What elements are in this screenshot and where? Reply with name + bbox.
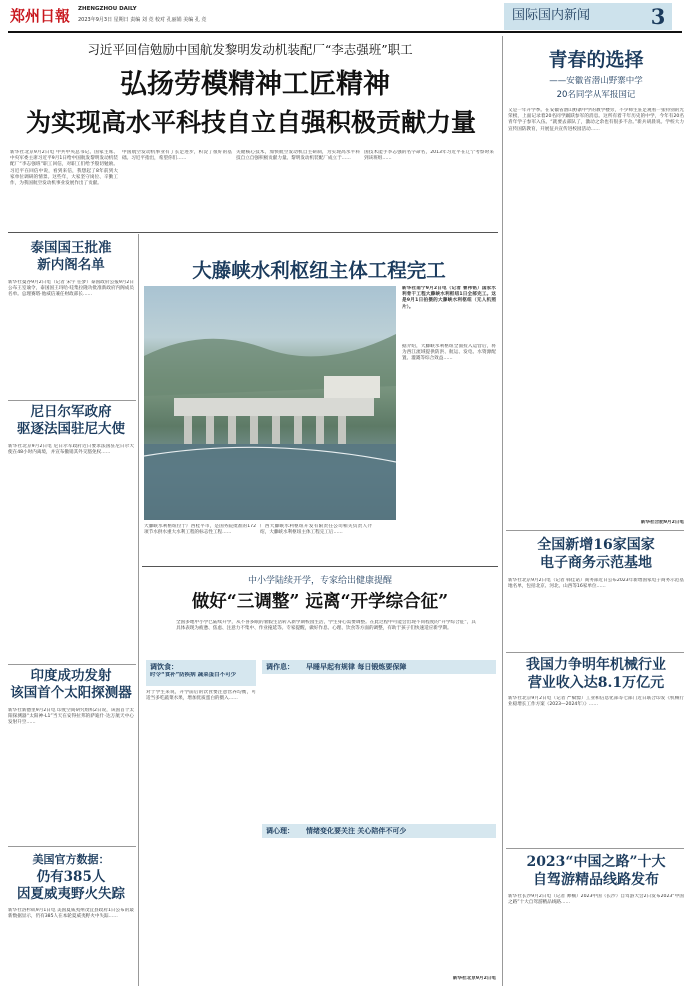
- school-footer: 新华社北京9月2日电: [452, 976, 496, 981]
- lead-col-2: 中国航空发动机事业有了长足进步，积淀了很好的基础。习近平指出，希望你们……: [122, 150, 232, 162]
- dam-body-3: 据介绍，大藤峡水利枢纽全面投入运营后，将为西江流域提供防洪、航运、发电、水资源配置、灌溉等综合效益……: [402, 344, 496, 362]
- masthead: [0, 0, 690, 32]
- section-header: [504, 3, 672, 30]
- section-title: 国际国内新闻: [512, 8, 591, 23]
- lead-col-4: 国技术能手李志强的名字命名，2013年习近平在辽宁考察时来到该班组……: [364, 150, 494, 162]
- thai-title-1: 泰国国王批准: [30, 240, 112, 256]
- school-sec1-title: 时令“食补”防疾病 蔬菜蛋白不可少: [150, 672, 237, 678]
- india-title-1: 印度成功发射: [30, 668, 112, 684]
- school-sec2-title: 早睡早起有规律 每日锻炼要保障: [306, 663, 407, 671]
- school-sec1-bar: [146, 660, 256, 686]
- sidebar-subtitle-1: ——安徽省潜山野寨中学: [549, 76, 643, 86]
- lead-kicker: 习近平回信勉励中国航发黎明发动机装配厂“李志强班”职工: [87, 42, 413, 57]
- india-title-2: 该国首个太阳探测器: [10, 685, 132, 701]
- lead-title-2: 为实现高水平科技自立自强积极贡献力量: [25, 108, 476, 137]
- sidebar-rule-3: [506, 848, 684, 849]
- newspaper-pinyin: ZHENGZHOU DAILY: [78, 6, 137, 12]
- newspaper-logo: 郑州日報: [10, 7, 71, 25]
- dam-title: 大藤峡水利枢纽主体工程完工: [192, 259, 446, 282]
- tourism-title-1: 2023“中国之路”十大: [526, 854, 666, 870]
- lead-bottom-rule: [8, 232, 498, 233]
- sidebar-rule-2: [506, 652, 684, 653]
- left-rule-1: [8, 400, 136, 401]
- sidebar-footer: 新华社合肥9月2日电: [640, 520, 684, 525]
- us-title-2: 仍有385人: [36, 869, 106, 885]
- tourism-title-2: 自驾游精品线路发布: [533, 872, 659, 888]
- lead-col-3: 关键核心技术，加快航空发动机自主研制，为实现高水平科技自立自强积极贡献力量。黎明发动机装配厂成立于……: [236, 150, 360, 162]
- lead-title-1: 弘扬劳模精神工匠精神: [120, 69, 390, 100]
- machinery-title-1: 我国力争明年机械行业: [526, 657, 666, 673]
- thai-title-2: 新内阁名单: [37, 257, 105, 273]
- school-kicker: 中小学陆续开学，专家给出健康提醒: [247, 576, 392, 586]
- school-intro: 全国多地中小学已陆续开学，从不喜多眠的暑假生活转入新学期校园生活，学生身心需要调整。在此过程中可能会出现不同程度的“开学综合征”，其具体表现为疲惫、焦虑、注意力不集中、作业拖延等。专家提醒，做好作息、心理、饮食等方面的调整，有助于孩子们快速适应新学期。: [176, 620, 476, 632]
- right-column-divider: [502, 36, 503, 986]
- date-line: 2023年9月3日 星期日 责编 刘 竞 校对 孔丽娟 美编 孔 竞: [78, 17, 207, 23]
- lead-col-1: 新华社北京9月2日电 中共中央总书记、国家主席、中央军委主席习近平9月1日给中国航发黎明发动机装配厂“李志强班”职工回信，对职工们给予殷切勉励。习近平在回信中说，看到来信，我想起了8年前到大家单位调研的情景。这些年，大家坚守岗位、辛勤工作，为我国航空发动机事业发展作出了贡献。: [10, 150, 118, 187]
- school-sec3-title: 情绪变化要关注 关心陪伴不可少: [306, 827, 407, 835]
- machinery-title-2: 营业收入达8.1万亿元: [527, 675, 665, 691]
- niger-title-1: 尼日尔军政府: [30, 404, 112, 420]
- us-title-1: 美国官方数据：: [32, 853, 110, 866]
- dam-bottom-rule: [142, 566, 498, 567]
- school-sec1-label: 调饮食：: [150, 663, 178, 671]
- left-rule-3: [8, 846, 136, 847]
- sidebar-rule-1: [506, 530, 684, 531]
- left-column-divider: [138, 234, 139, 986]
- school-sec2-bar: [262, 660, 496, 674]
- us-body: 新华社洛杉矶9月1日电 美国夏威夷州茂宜县政府1日公布的最新数据显示，仍有385人在本轮夏威夷野火中失踪……: [8, 908, 134, 920]
- school-sec3-label: 调心理：: [266, 827, 294, 835]
- school-sec3-bar: [262, 824, 496, 838]
- dam-body-1: 大藤峡水利枢纽位于广西桂平市，是国务院批准的172项节水供水重大水利工程的标志性工程……: [144, 524, 256, 536]
- niger-body: 新华社北京9月2日电 尼日尔军政府近日要求法国驻尼日尔大使在48小时内离境，并宣布撤销其外交豁免权……: [8, 444, 134, 456]
- india-body: 新华社新德里9月2日电 印度空间研究组织2日说，该国首个太阳探测器“太阳神-L1”当天在安得拉邦的萨迪什·达万航天中心发射升空……: [8, 708, 134, 726]
- school-sec2-label: 调作息：: [266, 663, 294, 671]
- school-body: 对于学生来说，开学前后的饮食要注意营养均衡，可适当多吃蔬菜水果，增加优质蛋白的摄入……: [146, 690, 256, 702]
- dam-body-2: 广西大藤峡水利枢纽开发有限责任公司相关负责人介绍，大藤峡水利枢纽主体工程完工后……: [260, 524, 372, 536]
- niger-title-2: 驱逐法国驻尼大使: [17, 421, 125, 437]
- dam-photo: [144, 286, 396, 520]
- dam-caption: 新华社南宁9月2日电（记者 曹祎铭）国家水利骨干工程大藤峡水利枢纽1日全部完工。这是9月1日拍摄的大藤峡水利枢纽（无人机照片）。: [402, 286, 496, 310]
- machinery-body: 新华社北京9月2日电（记者 严赋憬）工业和信息化部等七部门近日联合印发《机械行业稳增长工作方案（2023—2024年）》……: [508, 696, 684, 708]
- ecommerce-title-2: 电子商务示范基地: [540, 555, 652, 571]
- us-title-3: 因夏威夷野火失踪: [17, 886, 125, 902]
- dam-photo-art: [144, 286, 396, 520]
- sidebar-body: 又是一年开学季。在安徽省潜山野寨中学的教学楼旁，不少师生驻足观看一张特别的光荣榜，上面记录着20名同学踊跃参军的消息。这所有着千年历史的中学，今年有20名青年学子参军入伍。“就要去部队了，激动之余也有很多不舍。”新兵胡晨说。学校大力宣传国防教育，开展征兵宣传进校园活动……: [508, 108, 684, 132]
- page-number: 3: [650, 4, 666, 29]
- ecommerce-body: 新华社北京9月2日电（记者 韩佳诺）商务部近日公布2023年新增国家电子商务示范基地名单，包括北京、河北、山西等16家单位……: [508, 578, 684, 590]
- sidebar-subtitle-2: 20名同学从军报国记: [556, 90, 636, 100]
- ecommerce-title-1: 全国新增16家国家: [537, 537, 655, 553]
- masthead-rule: [8, 31, 682, 33]
- school-title: 做好“三调整” 远离“开学综合征”: [191, 592, 449, 612]
- thai-body: 新华社曼谷9月2日电（记者 宋宇 任梦）泰国政府公报9月2日公布王室谕令，泰国国王玛哈·哇集拉隆功批准新政府内阁成员名单。总理赛塔·他威信兼任财政部长……: [8, 280, 134, 298]
- sidebar-title: 青春的选择: [548, 49, 644, 71]
- left-rule-2: [8, 664, 136, 665]
- tourism-body: 新华社长沙9月2日电（记者 帅楠）2023中国（长沙）自驾游大会2日发布2023“中国之路”十大自驾游精品线路……: [508, 894, 684, 906]
